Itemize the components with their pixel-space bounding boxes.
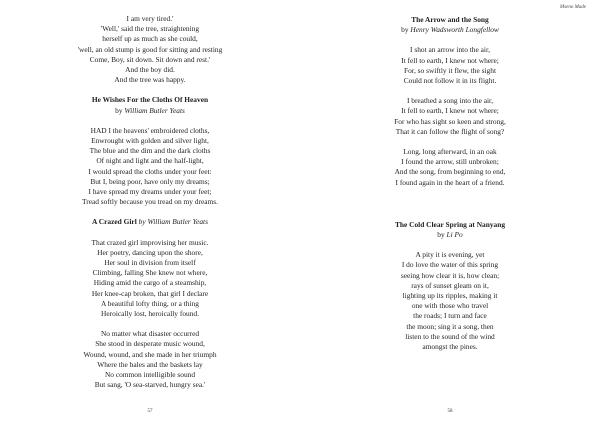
verse-line: No matter what disaster occurred [100,329,200,339]
verse-line: the moon; sing it a song, then [406,321,494,331]
byline-by: by [401,25,409,35]
verse-line: lighting up its ripples, making it [402,291,498,301]
poem-title: The Arrow and the Song [411,15,489,24]
verse-line: Enwrought with golden and silver light, [91,136,209,146]
verse-line: Her soul in division from itself [104,258,196,268]
verse-line: No common intelligible sound [104,370,196,380]
poem-stanza [0,238,300,320]
verse-line: And the tree was happy. [114,75,186,85]
verse-line: Wound, wound, and she made in her triumph [83,349,217,359]
verse-line: Of night and light and the half-light, [96,156,204,166]
verse-line: I do love the water of this spring [401,260,499,270]
page-number: 57 [147,409,153,414]
verse-line: She stood in desperate music wound, [95,339,205,349]
verse-line: I have spread my dreams under your feet; [88,187,212,197]
verse-line: But sang, 'O sea-starved, hungry sea.' [94,380,206,390]
poem-author: Henry Wadsworth Longfellow [410,25,499,35]
verse-line: For, so swiftly it flew, the sight [403,65,496,75]
verse-line: That crazed girl improvising her music. [91,237,209,247]
verse-line: That it can follow the flight of song? [395,126,505,136]
verse-line: Her poetry, dancing upon the shore, [97,247,203,257]
poem-title: He Wishes For the Cloths Of Heaven [91,95,209,105]
verse-line: 'Well,' said the tree, straightening [100,24,200,34]
byline-by: by [138,217,146,227]
poem-byline [300,230,600,240]
page-number: 58 [447,409,453,414]
verse-line: HAD I the heavens' embroidered cloths, [90,125,210,135]
verse-line: one with those who travel [411,301,489,311]
poem-stanza [300,96,600,137]
verse-line: I would spread the cloths under your feet: [88,166,212,176]
verse-line: I found again in the heart of a friend. [395,177,505,187]
verse-line: A beautiful lofty thing, or a thing [101,298,199,308]
verse-line: rays of sunset gleam on it, [411,280,489,290]
verse-line: Hiding amid the cargo of a steamship, [93,278,207,288]
poem-body [0,126,300,208]
right-page [300,0,600,424]
poem-title [0,217,300,227]
poem-author: William Butler Yeats [147,217,208,227]
poem-stanza [300,45,600,86]
poem-body [300,250,600,352]
verse-line: A pity it is evening, yet [415,250,485,260]
verse-line: Climbing, falling She knew not where, [92,268,208,278]
right-page-text [300,15,600,362]
verse-line: amongst the pines. [422,342,478,352]
verse-line: And the song, from beginning to end, [394,167,506,177]
verse-line: It fell to earth, I knew not where; [401,106,499,116]
verse-line: Tread softly because you tread on my dreams. [81,197,218,207]
verse-line: I shot an arrow into the air, [410,45,490,55]
verse-line: And the boy did. [125,65,175,75]
verse-line: The blue and the dim and the dark cloths [89,146,211,156]
verse-line: Long, long afterward, in an oak [403,147,497,157]
verse-line: 'well, an old stump is good for sitting and resting [77,44,223,54]
verse-line: For who has sight so keen and strong, [394,116,506,126]
poem-byline [0,106,300,116]
verse-line: the roads; I turn and face [413,311,487,321]
poem-title: The Cold Clear Spring at Nanyang [394,219,506,229]
verse-line: Where the bales and the baskets lay [97,359,203,369]
verse-line: I breathed a song into the air, [406,96,494,106]
poem-stanza [300,147,600,188]
verse-line: Heroically lost, heroically found. [101,309,199,319]
verse-line: herself up as much as she could, [102,34,198,44]
byline-by: by [115,105,123,115]
left-page-text [0,14,300,401]
verse-line: seeing how clear it is, how clean; [400,270,500,280]
poem-title-text: A Crazed Girl [92,217,137,227]
byline-by: by [437,230,445,240]
poem-byline [300,25,600,35]
continued-story-text [0,14,300,85]
verse-line: Her knee-cap broken, that girl I declare [91,288,209,298]
verse-line: listen to the sound of the wind [405,331,495,341]
verse-line: It fell to earth, I knew not where; [401,55,499,65]
verse-line: Could not follow it in its flight. [403,76,497,86]
verse-line: But I, being poor, have only my dreams; [90,176,210,186]
poem-author: Li Po [446,230,463,240]
verse-line: Come, Boy, sit down. Sit down and rest.' [89,54,211,64]
verse-line: I found the arrow, still unbroken; [401,157,499,167]
poem-author: William Butler Yeats [124,105,185,115]
verse-line: I am very tired.' [126,14,174,23]
poem-stanza [0,329,300,390]
running-head: Mseno Made [560,5,586,10]
